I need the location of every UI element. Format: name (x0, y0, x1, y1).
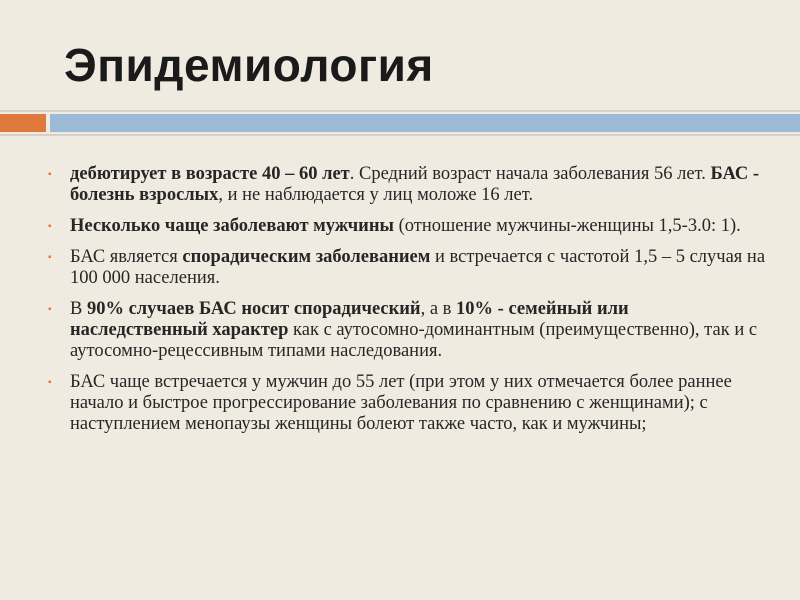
divider-accent-block (0, 114, 46, 132)
bullet-text-segment: БАС является (70, 247, 183, 267)
bullet-marker-icon: ▪ (48, 221, 52, 232)
bullet-text-bold: дебютирует в возрасте 40 – 60 лет (70, 164, 350, 184)
bullet-list (48, 164, 768, 445)
bullet-text-bold: 10% - семейный или наследственный характер (70, 299, 629, 340)
bullet-marker-icon: ▪ (48, 377, 52, 388)
bullet-text-segment: , а в (420, 299, 457, 319)
bullet-text-bold: Несколько чаще заболевают мужчины (70, 216, 394, 236)
bullet-marker-icon: ▪ (48, 252, 52, 263)
bullet-text-bold: 90% случаев БАС носит спорадический (86, 299, 421, 319)
bullet-text-bold: спорадическим заболеванием (182, 247, 431, 267)
bullet-text-segment: . Средний возраст начала заболевания 56 лет. (349, 164, 711, 184)
bullet-text-segment: В (70, 299, 87, 319)
bullet-text (70, 299, 757, 361)
bullet-text-segment: и встречается с частотой 1,5 – 5 случая на 100 000 населения. (70, 247, 766, 288)
bullet-item (48, 299, 768, 362)
bullet-item (48, 372, 768, 435)
bullet-marker-icon: ▪ (48, 304, 52, 315)
bullet-text (70, 247, 765, 288)
bullet-text-bold: БАС - болезнь взрослых (70, 164, 760, 205)
title-divider (0, 110, 800, 136)
divider-line-bottom (0, 134, 800, 136)
bullet-item (48, 247, 768, 289)
divider-bar (50, 114, 800, 132)
bullet-text (70, 372, 732, 434)
bullet-text-segment: как с аутосомно-доминантным (преимущественно), так и с аутосомно-рецессивным типами наследования. (70, 320, 758, 361)
bullet-text-segment: , и не наблюдается у лиц моложе 16 лет. (218, 185, 534, 205)
bullet-text-segment: (отношение мужчины-женщины 1,5-3.0: 1). (393, 216, 741, 236)
divider-line-top (0, 110, 800, 112)
bullet-text-segment: БАС чаще встречается у мужчин до 55 лет (при этом у них отмечается более раннее начало и быстрое прогрессирование заболевания по сравнению с женщинами); с наступлением менопаузы женщины болеют также часто, как и мужчины; (70, 372, 732, 434)
bullet-text (70, 164, 759, 205)
bullet-item (48, 164, 768, 206)
bullet-item (48, 216, 768, 237)
bullet-marker-icon: ▪ (48, 169, 52, 180)
bullet-text (70, 216, 741, 236)
slide-title: Эпидемиология (64, 39, 434, 91)
